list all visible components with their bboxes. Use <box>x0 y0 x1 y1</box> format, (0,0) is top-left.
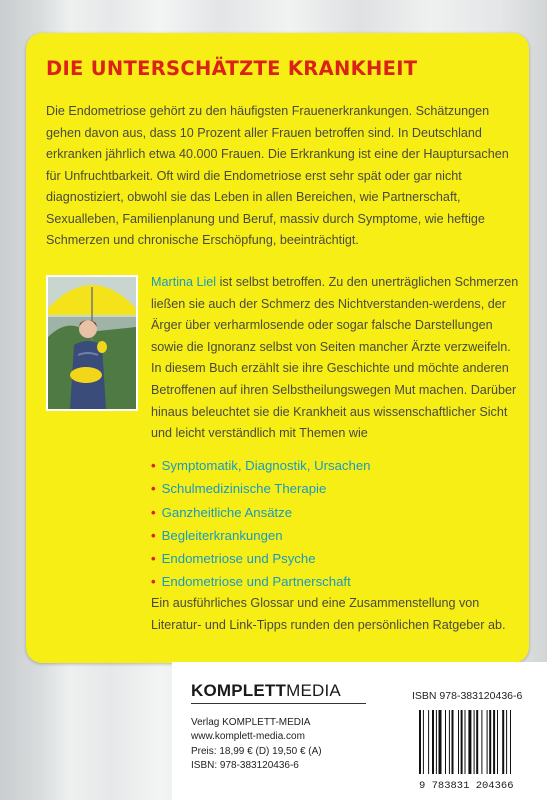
topics-list <box>151 454 371 594</box>
bullet: • <box>151 527 156 543</box>
list-item: • Ganzheitliche Ansätze <box>151 504 293 520</box>
isbn-label: ISBN 978-383120436-6 <box>412 690 523 702</box>
list-item: • Begleiterkrankungen <box>151 527 283 543</box>
bullet: • <box>151 551 156 567</box>
publisher-logo: KOMPLETTMEDIA <box>191 681 341 700</box>
price: Preis: 18,99 € (D) 19,50 € (A) <box>191 745 322 757</box>
logo-underline <box>191 703 366 704</box>
author-name: Martina Liel <box>151 275 217 289</box>
cover-title: DIE UNTERSCHÄTZTE KRANKHEIT <box>46 57 418 80</box>
barcode-digits: 9 783831 204366 <box>419 780 514 790</box>
bullet: • <box>151 574 156 590</box>
author-bio-text: ist selbst betroffen. Zu den unerträglichen Schmerzen ließen sie auch der Schmerz des Nichtverstanden-werdens, der Ärger über verharmlosende oder sogar falsche Darstellungen sowie die Ignoranz selbst von Seiten mancher Ärzte verzweifeln. In diesem Buch erzählt sie ihre Geschichte und möchte anderen Betroffenen auf ihren Selbstheilungswegen Mut machen. Darüber hinaus beleuchtet sie die Krankheit aus wissenschaftlicher Sicht und leicht verständlich mit Themen wie <box>151 275 519 441</box>
back-cover-panel <box>26 33 529 663</box>
list-item: • Symptomatik, Diagnostik, Ursachen <box>151 458 371 473</box>
publisher-box <box>172 662 547 800</box>
outro-paragraph: Ein ausführliches Glossar und eine Zusammenstellung von Literatur- und Link-Tipps runden den persönlichen Ratgeber ab. <box>151 596 506 632</box>
publisher-website: www.komplett-media.com <box>191 731 305 743</box>
author-photo <box>46 275 138 411</box>
barcode <box>417 708 539 790</box>
isbn: ISBN: 978-383120436-6 <box>191 760 299 772</box>
list-item: • Endometriose und Psyche <box>151 551 316 567</box>
bullet: • <box>151 458 156 473</box>
bullet: • <box>151 481 156 497</box>
bullet: • <box>151 504 156 520</box>
list-item: • Schulmedizinische Therapie <box>151 481 327 497</box>
publisher-name: Verlag KOMPLETT-MEDIA <box>191 717 311 728</box>
publisher-info <box>191 716 322 774</box>
author-bio <box>151 272 521 445</box>
intro-paragraph: Die Endometriose gehört zu den häufigsten Frauenerkrankungen. Schätzungen gehen davon aus, dass 10 Prozent aller Frauen betroffen sind. In Deutschland erkranken jährlich etwa 40.000 Frauen. Die Erkrankung ist eine der Hauptursachen für Unfruchtbarkeit. Oft wird die Endometriose erst sehr spät oder gar nicht diagnostiziert, obwohl sie das Leben in allen Bereichen, wie Partnerschaft, Sexualleben, Familienplanung und Beruf, massiv durch Symptome, wie heftige Schmerzen und chronische Erschöpfung, beeinträchtigt. <box>46 104 509 247</box>
list-item: • Endometriose und Partnerschaft <box>151 574 351 590</box>
